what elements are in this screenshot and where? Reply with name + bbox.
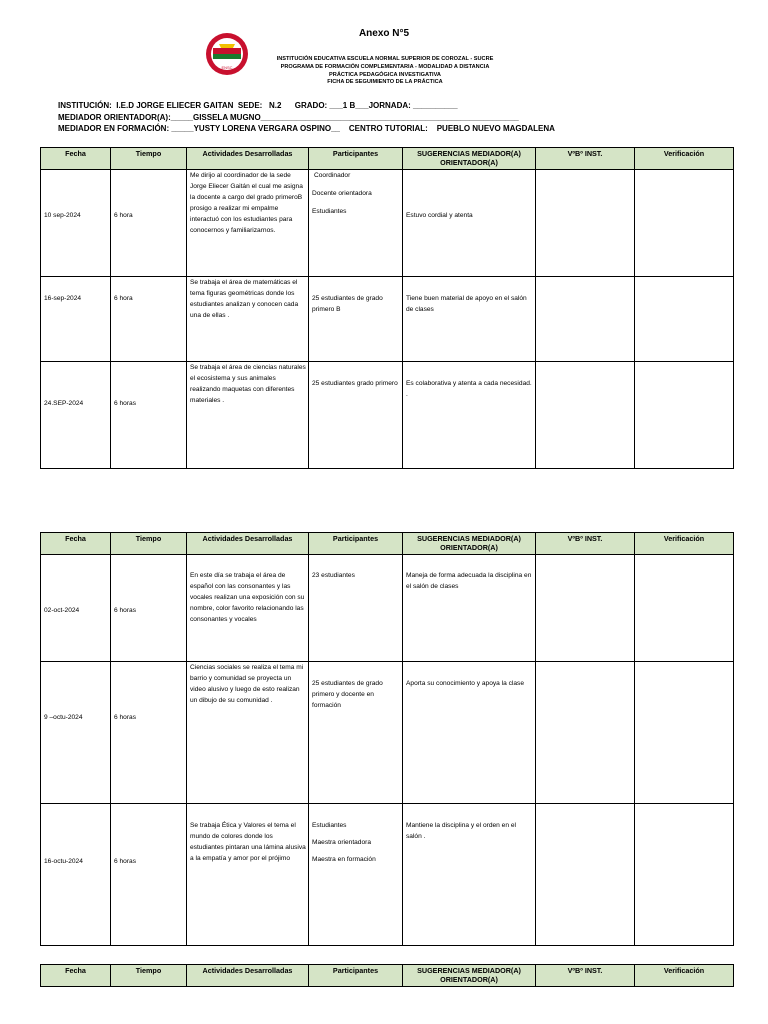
header-tiempo: Tiempo xyxy=(111,533,187,555)
cell-fecha: 02-oct-2024 xyxy=(44,607,80,614)
table-header-row xyxy=(41,965,734,987)
cell-tiempo: 6 horas xyxy=(114,858,136,865)
table-header-row xyxy=(41,148,734,170)
cell-actividades: Se trabaja Ética y Valores el tema el mundo de colores donde los estudiantes pintaran una lámina alusiva a la empatía y amor por el prójimo xyxy=(190,822,306,862)
cell-sugerencias: Aporta su conocimiento y apoya la clase xyxy=(406,680,525,687)
cell-participantes xyxy=(312,170,400,217)
table-row xyxy=(41,362,734,469)
cell-sugerencias: Maneja de forma adecuada la disciplina en el salón de clases xyxy=(406,572,532,590)
cell-vobo xyxy=(536,362,635,469)
cell-actividades: Se trabaja el área de matemáticas el tema figuras geométricas donde los estudiantes analizan y conocen cada una de ellas . xyxy=(190,279,299,319)
header-tiempo: Tiempo xyxy=(111,965,187,987)
cell-participantes: 25 estudiantes grado primero xyxy=(312,380,398,387)
participant: Estudiantes xyxy=(312,822,347,829)
institution-header xyxy=(240,56,530,87)
header-fecha: Fecha xyxy=(41,148,111,170)
header-verificacion: Verificación xyxy=(635,965,734,987)
header-vobo: VºBº INST. xyxy=(536,533,635,555)
header-vobo: VºBº INST. xyxy=(536,965,635,987)
cell-fecha: 24.SEP-2024 xyxy=(44,400,84,407)
cell-vobo xyxy=(536,804,635,946)
header-verificacion: Verificación xyxy=(635,533,734,555)
header-vobo: VºBº INST. xyxy=(536,148,635,170)
cell-verificacion xyxy=(635,662,734,804)
page-title: Anexo N°5 xyxy=(358,28,410,39)
header-actividades: Actividades Desarrolladas xyxy=(187,533,309,555)
cell-vobo xyxy=(536,555,635,662)
cell-tiempo: 6 hora xyxy=(114,212,133,219)
table-row xyxy=(41,170,734,277)
table-row xyxy=(41,662,734,804)
header-fecha: Fecha xyxy=(41,533,111,555)
tracking-table-1 xyxy=(40,147,734,469)
header-sugerencias: SUGERENCIAS MEDIADOR(A) ORIENTADOR(A) xyxy=(403,148,536,170)
tracking-table-2 xyxy=(40,532,734,946)
participant: Coordinador xyxy=(314,172,351,179)
header-sugerencias: SUGERENCIAS MEDIADOR(A) ORIENTADOR(A) xyxy=(403,533,536,555)
cell-fecha: 16-sep-2024 xyxy=(44,295,82,302)
cell-tiempo: 6 hora xyxy=(114,295,133,302)
cell-fecha: 10 sep-2024 xyxy=(44,212,81,219)
info-mediator: MEDIADOR ORIENTADOR(A):_____GISSELA MUGNO__________________________________________________________ xyxy=(58,113,519,122)
cell-fecha: 9 –octu-2024 xyxy=(44,714,83,721)
table-row xyxy=(41,277,734,362)
tracking-table-3 xyxy=(40,964,734,987)
header-participantes: Participantes xyxy=(309,533,403,555)
participant: Maestra orientadora xyxy=(312,839,372,846)
cell-sugerencias: Estuvo cordial y atenta xyxy=(406,212,473,219)
participant: Estudiantes xyxy=(312,208,347,215)
info-trainee: MEDIADOR EN FORMACIÓN: _____YUSTY LORENA VERGARA OSPINO__ CENTRO TUTORIAL: PUEBLO NUEVO MAGDALENA xyxy=(58,124,555,133)
header-actividades: Actividades Desarrolladas xyxy=(187,148,309,170)
cell-actividades: En este día se trabaja el área de español con las consonantes y las vocales realizan una exposición con su nombre, color favorito relacionando las consonantes y vocales xyxy=(190,572,305,623)
cell-actividades: Me dirijo al coordinador de la sede Jorge Eliecer Gaitán el cual me asigna la docente a cargo del grado primeroB prosigo a realizar mi empalme interactuó con los estudiantes para conocernos y familiarizarnos. xyxy=(190,172,303,234)
cell-tiempo: 6 horas xyxy=(114,607,136,614)
cell-actividades: Se trabaja el área de ciencias naturales el ecosistema y sus animales realizando maquetas con diferentes materiales . xyxy=(190,364,306,404)
header-actividades: Actividades Desarrolladas xyxy=(187,965,309,987)
cell-vobo xyxy=(536,170,635,277)
header-tiempo: Tiempo xyxy=(111,148,187,170)
institution-line: INSTITUCIÓN EDUCATIVA ESCUELA NORMAL SUPERIOR DE COROZAL - SUCRE xyxy=(276,56,494,62)
header-participantes: Participantes xyxy=(309,965,403,987)
participant: Maestra en formación xyxy=(312,856,376,863)
table-row xyxy=(41,804,734,946)
program-line: PROGRAMA DE FORMACIÓN COMPLEMENTARIA - MODALIDAD A DISTANCIA xyxy=(280,63,490,70)
cell-participantes xyxy=(312,820,400,865)
cell-verificacion xyxy=(635,170,734,277)
cell-verificacion xyxy=(635,277,734,362)
cell-tiempo: 6 horas xyxy=(114,400,136,407)
cell-sugerencias: Mantiene la disciplina y el orden en el salón . xyxy=(406,822,516,840)
table-header-row xyxy=(41,533,734,555)
info-institution: INSTITUCIÓN: I.E.D JORGE ELIECER GAITAN SEDE: N.2 GRADO: ___1 B___JORNADA: __________ xyxy=(58,101,458,110)
cell-verificacion xyxy=(635,362,734,469)
table-row xyxy=(41,555,734,662)
cell-participantes: 23 estudiantes xyxy=(312,572,355,579)
practice-line: PRÁCTICA PEDAGÓGICA INVESTIGATIVA xyxy=(329,71,441,78)
cell-participantes: 25 estudiantes de grado primero y docente en formación xyxy=(312,680,383,709)
logo-text: ENSC xyxy=(221,65,233,70)
cell-vobo xyxy=(536,662,635,804)
cell-verificacion xyxy=(635,804,734,946)
cell-participantes: 25 estudiantes de grado primero B xyxy=(312,295,383,313)
cell-actividades: Ciencias sociales se realiza el tema mi barrio y comunidad se proyecta un video alusivo y luego de esto realizan un dibujo de su comunidad . xyxy=(190,664,304,704)
cell-sugerencias: Es colaborativa y atenta a cada necesidad. . xyxy=(406,380,532,398)
header-fecha: Fecha xyxy=(41,965,111,987)
cell-tiempo: 6 horas xyxy=(114,714,136,721)
cell-sugerencias: Tiene buen material de apoyo en el salón de clases xyxy=(406,295,527,313)
cell-fecha: 16-octu-2024 xyxy=(44,858,83,865)
header-sugerencias: SUGERENCIAS MEDIADOR(A) ORIENTADOR(A) xyxy=(403,965,536,987)
header-verificacion: Verificación xyxy=(635,148,734,170)
participant: Docente orientadora xyxy=(312,190,372,197)
form-line: FICHA DE SEGUIMIENTO DE LA PRÁCTICA xyxy=(327,79,443,86)
cell-vobo xyxy=(536,277,635,362)
cell-verificacion xyxy=(635,555,734,662)
header-participantes: Participantes xyxy=(309,148,403,170)
